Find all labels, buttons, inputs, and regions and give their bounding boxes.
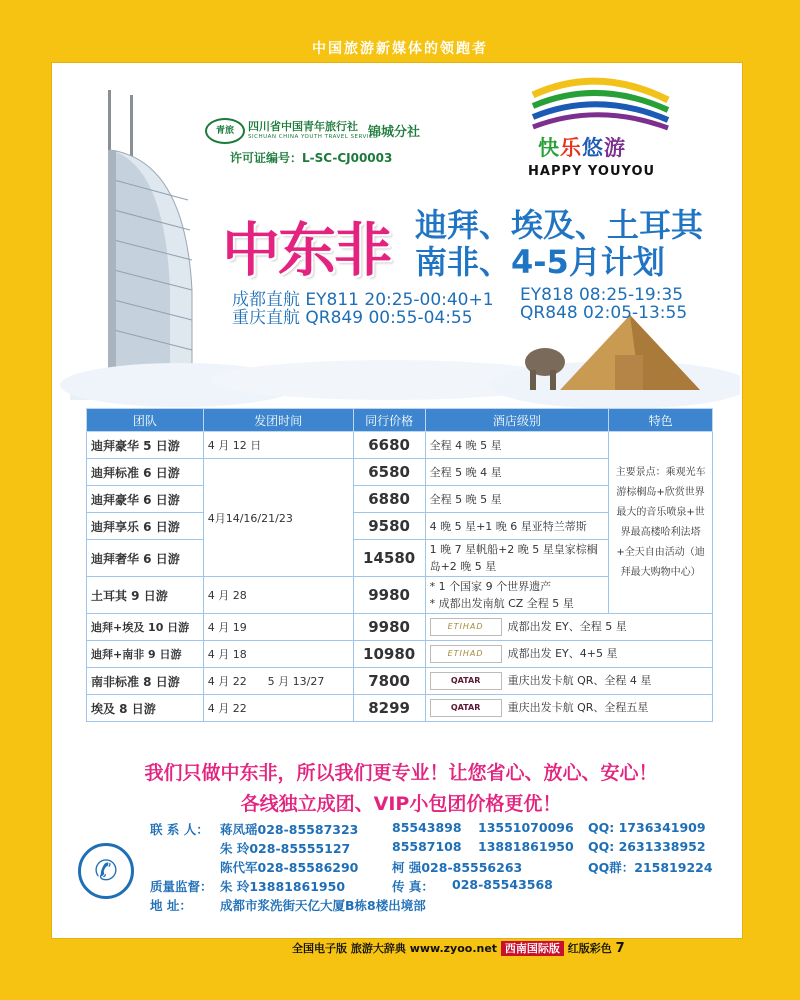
brand-name-cn — [538, 132, 626, 162]
contact-1-phone: 85543898 — [392, 820, 462, 835]
license-number: 许可证编号：L-SC-CJ00003 — [230, 151, 393, 165]
tour-hotel — [425, 668, 712, 695]
tour-price: 10980 — [353, 641, 425, 668]
main-title: 中东非 — [222, 216, 391, 284]
table-row — [87, 695, 713, 722]
tour-date: 4 月 19 — [203, 614, 353, 641]
flight-chongqing-out — [232, 303, 473, 328]
table-row — [87, 614, 713, 641]
col-header-team: 团队 — [87, 409, 204, 432]
contact-1-qq: QQ: 1736341909 — [588, 820, 706, 835]
contact-3-name: 陈代军028-85586290 — [220, 860, 359, 875]
brand-char-3: 悠 — [582, 136, 604, 160]
table-row — [87, 668, 713, 695]
agency-logo: 青旅 — [205, 118, 245, 144]
tour-name: 迪拜+埃及 10 日游 — [87, 614, 204, 641]
tour-date: 4 月 12 日 — [203, 432, 353, 459]
tour-price: 6580 — [353, 459, 425, 486]
tour-date: 4 月 18 — [203, 641, 353, 668]
tour-hotel: 全程 5 晚 4 星 — [425, 459, 609, 486]
tour-table — [86, 408, 713, 722]
flight-out: QR849 00:55-04:55 — [305, 308, 473, 328]
contact-1-name: 蒋凤瑶028-85587323 — [220, 822, 359, 837]
contact-2-name: 朱 玲028-85555127 — [220, 841, 351, 856]
brand-char-4: 游 — [604, 136, 626, 160]
tour-price: 7800 — [353, 668, 425, 695]
header-slogan: 中国旅游新媒体的领跑者 — [312, 41, 488, 57]
brand-name-en: HAPPY YOUYOU — [528, 164, 656, 179]
slogan-line2: 各线独立成团、VIP小包团价格更优！ — [240, 793, 562, 815]
sub-title-line2: 南非、4-5月计划 — [415, 243, 665, 281]
tour-hotel: 4 晚 5 星+1 晚 6 星亚特兰蒂斯 — [425, 513, 609, 540]
tour-name: 迪拜享乐 6 日游 — [87, 513, 204, 540]
page-number: 7 — [615, 941, 625, 956]
flight-chongqing-ret: QR848 02:05-13:55 — [520, 303, 688, 323]
pyramids-illustration — [520, 310, 720, 400]
tour-hotel-line1: * 1 个国家 9 个世界遗产 — [429, 580, 552, 593]
contact-1-mobile: 13551070096 — [478, 820, 574, 835]
flight-label: 重庆直航 — [232, 308, 300, 328]
slogan-line1: 我们只做中东非，所以我们更专业！让您省心、放心、安心！ — [144, 762, 658, 784]
contact-label: 联 系 人： — [150, 822, 209, 837]
etihad-logo: ETIHAD — [430, 645, 502, 663]
tour-hotel: 全程 5 晚 5 星 — [425, 486, 609, 513]
tour-price: 6880 — [353, 486, 425, 513]
tour-price: 9980 — [353, 614, 425, 641]
tour-hotel-line2: * 成都出发南航 CZ 全程 5 星 — [429, 597, 574, 610]
tour-name: 迪拜+南非 9 日游 — [87, 641, 204, 668]
tour-name: 迪拜标准 6 日游 — [87, 459, 204, 486]
tour-price: 14580 — [353, 540, 425, 577]
footer-url[interactable]: www.zyoo.net — [409, 942, 498, 955]
table-header-row — [87, 409, 713, 432]
branch-name: 锦城分社 — [368, 125, 421, 140]
address-label: 地 址： — [150, 898, 192, 913]
tour-hotel — [425, 614, 712, 641]
tour-date: 4月14/16/21/23 — [203, 459, 353, 577]
tour-name: 南非标准 8 日游 — [87, 668, 204, 695]
col-header-date: 发团时间 — [203, 409, 353, 432]
fax-label: 传 真： — [392, 879, 434, 894]
agency-name: 四川省中国青年旅行社 — [248, 120, 358, 133]
qatar-logo: QATAR — [430, 699, 502, 717]
fax-value: 028-85543568 — [452, 877, 553, 892]
tour-name: 埃及 8 日游 — [87, 695, 204, 722]
etihad-logo: ETIHAD — [430, 618, 502, 636]
tour-hotel-text: 成都出发 EY、全程 5 星 — [507, 620, 627, 633]
phone-icon: ✆ — [78, 843, 134, 899]
tour-hotel: 全程 4 晚 5 星 — [425, 432, 609, 459]
tour-date: 4 月 22 — [203, 695, 353, 722]
agency-name-en: SICHUAN CHINA YOUTH TRAVEL SERVICE — [248, 134, 378, 140]
tour-date: 4 月 22 5 月 13/27 — [203, 668, 353, 695]
tour-name: 土耳其 9 日游 — [87, 577, 204, 614]
tour-price: 8299 — [353, 695, 425, 722]
sub-title-line1: 迪拜、埃及、土耳其 — [415, 206, 704, 244]
footer-text: 全国电子版 旅游大辞典 — [292, 942, 406, 955]
tour-hotel-text: 重庆出发卡航 QR、全程五星 — [507, 701, 649, 714]
flight-label: 成都直航 — [232, 290, 300, 310]
brand-char-2: 乐 — [560, 136, 582, 160]
tour-hotel — [425, 577, 609, 614]
brand-swoosh-logo — [528, 70, 673, 132]
footer-bar — [292, 940, 625, 956]
address-value: 成都市浆洗街天亿大厦B栋8楼出境部 — [220, 898, 426, 913]
table-row — [87, 641, 713, 668]
col-header-features: 特色 — [609, 409, 713, 432]
supervise-label: 质量监督： — [150, 879, 213, 894]
top-banner — [0, 0, 800, 60]
tour-hotel-text: 成都出发 EY、4+5 星 — [507, 647, 618, 660]
footer-edition: 西南国际版 — [501, 941, 564, 956]
contact-4-name: 柯 强028-85556263 — [392, 860, 523, 875]
flight-out: EY811 20:25-00:40+1 — [305, 290, 494, 310]
tour-name: 迪拜豪华 6 日游 — [87, 486, 204, 513]
tour-price: 6680 — [353, 432, 425, 459]
supervise-value: 朱 玲13881861950 — [220, 879, 346, 894]
col-header-hotel: 酒店级别 — [425, 409, 609, 432]
table-row — [87, 432, 713, 459]
col-header-price: 同行价格 — [353, 409, 425, 432]
contact-2-mobile: 13881861950 — [478, 839, 574, 854]
contact-2-phone: 85587108 — [392, 839, 462, 854]
footer-color: 红版彩色 — [567, 942, 612, 955]
tour-name: 迪拜奢华 6 日游 — [87, 540, 204, 577]
tour-hotel-text: 重庆出发卡航 QR、全程 4 星 — [507, 674, 652, 687]
qatar-logo: QATAR — [430, 672, 502, 690]
flight-chengdu-ret: EY818 08:25-19:35 — [520, 285, 684, 305]
tour-hotel — [425, 641, 712, 668]
contact-2-qq: QQ: 2631338952 — [588, 839, 706, 854]
contact-qq-group: QQ群：215819224 — [588, 860, 713, 875]
tour-hotel: 1 晚 7 星帆船+2 晚 5 星皇家棕榈岛+2 晚 5 星 — [425, 540, 609, 577]
tour-price: 9580 — [353, 513, 425, 540]
tour-name: 迪拜豪华 5 日游 — [87, 432, 204, 459]
tour-price: 9980 — [353, 577, 425, 614]
tour-features: 主要景点：乘观光车游棕榈岛+欣赏世界最大的音乐喷泉+世界最高楼哈利法塔+全天自由活动（迪拜最大购物中心） — [609, 432, 713, 614]
tour-date: 4 月 28 — [203, 577, 353, 614]
brand-char-1: 快 — [538, 136, 560, 160]
tour-hotel — [425, 695, 712, 722]
